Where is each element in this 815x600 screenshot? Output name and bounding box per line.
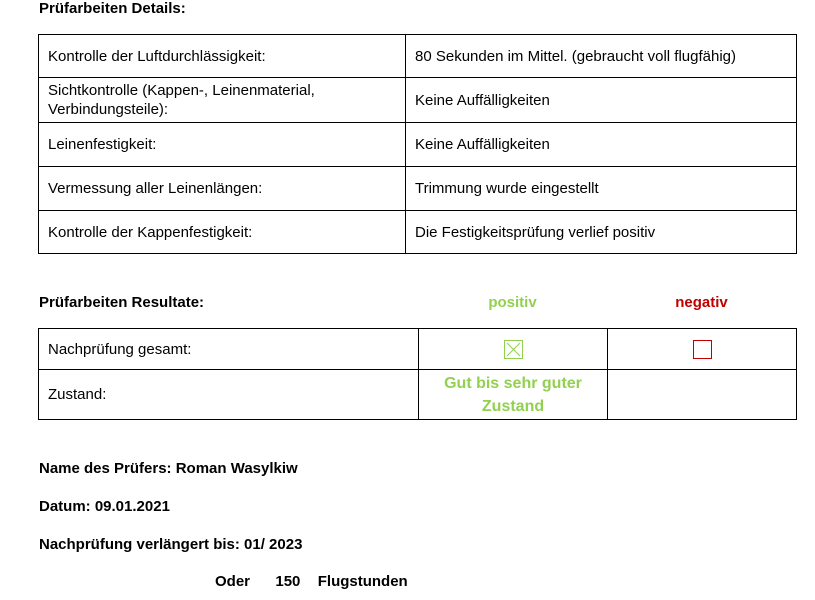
detail-label-line2: Verbindungsteile):	[48, 101, 169, 118]
detail-value: Keine Auffälligkeiten	[406, 78, 797, 123]
inspection-date: Datum: 09.01.2021	[39, 498, 170, 515]
detail-value: Trimmung wurde eingestellt	[406, 167, 797, 211]
positive-checkbox[interactable]	[504, 340, 523, 359]
detail-label: Leinenfestigkeit:	[39, 123, 406, 167]
flight-hours-line	[215, 573, 408, 590]
empty-cell	[608, 370, 797, 420]
detail-label	[39, 78, 406, 123]
table-row	[39, 78, 797, 123]
detail-value: Keine Auffälligkeiten	[406, 123, 797, 167]
detail-label: Kontrolle der Luftdurchlässigkeit:	[39, 35, 406, 78]
table-row	[39, 370, 797, 420]
table-row	[39, 123, 797, 167]
detail-value: Die Festigkeitsprüfung verlief positiv	[406, 211, 797, 254]
detail-label-line1: Sichtkontrolle (Kappen-, Leinenmaterial,	[48, 82, 315, 99]
results-table	[38, 328, 797, 420]
detail-value: 80 Sekunden im Mittel. (gebraucht voll flugfähig)	[406, 35, 797, 78]
negative-checkbox[interactable]	[693, 340, 712, 359]
hours-value: 150	[275, 573, 301, 590]
negative-cell	[608, 329, 797, 370]
details-heading: Prüfarbeiten Details:	[39, 0, 186, 17]
extension-date: Nachprüfung verlängert bis: 01/ 2023	[39, 536, 303, 553]
table-row	[39, 167, 797, 211]
negative-column-header: negativ	[675, 294, 728, 311]
results-heading: Prüfarbeiten Resultate:	[39, 294, 205, 311]
table-row	[39, 211, 797, 254]
detail-label: Vermessung aller Leinenlängen:	[39, 167, 406, 211]
result-label: Nachprüfung gesamt:	[39, 329, 419, 370]
inspector-name: Name des Prüfers: Roman Wasylkiw	[39, 460, 298, 477]
detail-label: Kontrolle der Kappenfestigkeit:	[39, 211, 406, 254]
condition-value-line1: Gut bis sehr guter	[444, 374, 582, 392]
table-row	[39, 329, 797, 370]
table-row	[39, 35, 797, 78]
result-label: Zustand:	[39, 370, 419, 420]
oder-label: Oder	[215, 573, 251, 590]
positive-column-header: positiv	[488, 294, 537, 311]
details-table	[38, 34, 797, 254]
condition-value-line2: Zustand	[481, 397, 545, 415]
condition-value	[419, 370, 608, 420]
positive-cell	[419, 329, 608, 370]
hours-label: Flugstunden	[317, 573, 408, 590]
check-x-icon	[505, 341, 522, 358]
